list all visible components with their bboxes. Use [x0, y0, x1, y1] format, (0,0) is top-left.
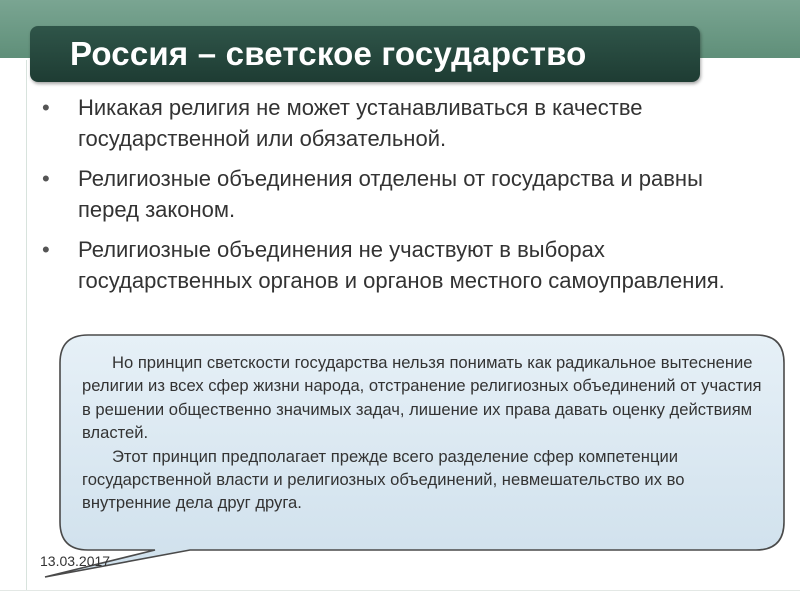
left-rule	[26, 60, 27, 590]
callout-paragraph: Но принцип светскости государства нельзя понимать как радикальное вытеснение религии из всех сфер жизни народа, отстранение религиозных объединений от участия в решении общественно значимых задач, лишение их права давать оценку действиям властей.	[82, 353, 762, 443]
callout-text	[82, 351, 772, 515]
bullet-text: Религиозные объединения не участвуют в выборах государственных органов и органов местного самоуправления.	[78, 237, 725, 293]
callout-paragraph: Этот принцип предполагает прежде всего разделение сфер компетенции государственной власти и религиозных объединений, невмешательство их во внутренние дела друг друга.	[82, 446, 685, 513]
bullet-dot-icon: •	[42, 237, 50, 262]
title-banner	[30, 26, 700, 82]
bullet-item	[42, 163, 762, 225]
slide-title: Россия – светское государство	[70, 35, 587, 72]
slide-date: 13.03.2017	[40, 553, 111, 569]
bullet-text: Религиозные объединения отделены от государства и равны перед законом.	[78, 166, 703, 222]
bullet-dot-icon: •	[42, 95, 50, 120]
bullet-text: Никакая религия не может устанавливаться в качестве государственной или обязательной.	[78, 95, 643, 151]
bullet-dot-icon: •	[42, 166, 50, 191]
bullet-item	[42, 92, 762, 154]
callout-box	[60, 335, 784, 550]
bullet-item	[42, 234, 762, 296]
bullet-list	[42, 92, 762, 305]
